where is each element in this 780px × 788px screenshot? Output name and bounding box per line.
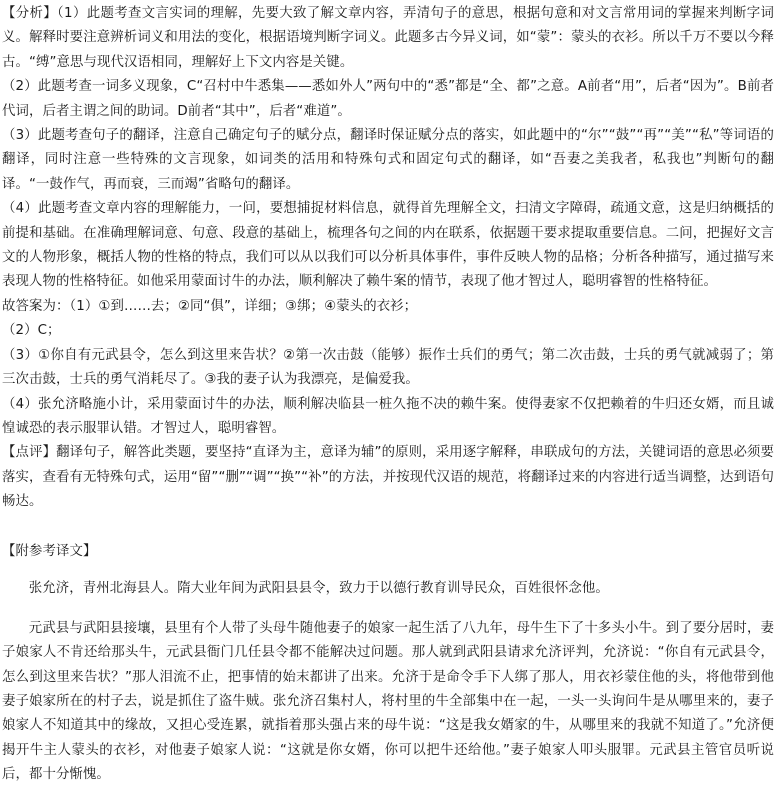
answer-2: （2）C；: [2, 323, 61, 339]
translation-section: [0, 540, 780, 788]
answer-intro: 故答案为：（1）①到……去；②同“俱”，详细；③绑；④蒙头的衣衫；: [2, 298, 418, 314]
analysis-section: [0, 2, 780, 515]
answer-3: （3）①你自有元武县令，怎么到这里来告状？②第一次击鼓（能够）振作士兵们的勇气；第二次击鼓，士兵的勇气就减弱了；第三次击鼓，士兵的勇气消耗尽了。③我的妻子认为我漂亮，是偏爱我。: [2, 347, 774, 388]
translation-paragraph-2: 元武县与武阳县接壤，县里有个人带了头母牛随他妻子的娘家一起生活了八九年，母牛生下了十多头小牛。到了要分居时，妻子娘家人不肯还给那头牛，元武县衙门几任县令都不能解决过问题。那人就到武阳县请求允济评判，允济说：“你自有元武县令，怎么到这里来告状？”那人泪流不止，把事情的始末都讲了出来。允济于是命令手下人绑了那人，用衣衫蒙住他的头，将他带到他妻子娘家所在的村子去，说是抓住了盗牛贼。张允济召集村人，将村里的牛全部集中在一起，一头一头询问牛是从哪里来的，妻子娘家人不知道其中的缘故，又担心受连累，就指着那头强占来的母牛说：“这是我女婿家的牛，从哪里来的我就不知道了。”允济便揭开牛主人蒙头的衣衫，对他妻子娘家人说：“这就是你女婿，你可以把牛还给他。”妻子娘家人叩头服罪。元武县主管官员听说后，都十分惭愧。: [2, 620, 774, 783]
analysis-part-1: 【分析】（1）此题考查文言实词的理解，先要大致了解文章内容，弄清句子的意思，根据句意和对文言常用词的掌握来判断字词义。解释时要注意辨析词义和用法的变化，根据语境判断字词义。此题多古今异义词，如“蒙”：蒙头的衣衫。所以千万不要以今释古。“缚”意思与现代汉语相同，理解好上下文内容是关键。: [2, 6, 774, 70]
translation-paragraph-1: 张允济，青州北海县人。隋大业年间为武阳县县令，致力于以德行教育训导民众，百姓很怀念他。: [28, 581, 609, 597]
comment-paragraph: 【点评】翻译句子，解答此类题，要坚持“直译为主，意译为辅”的原则，采用逐字解释，串联成句的方法，关键词语的意思必须要落实，查看有无特殊句式，运用“留”“删”“调”“换”“补”的方法，并按现代汉语的规范，将翻译过来的内容进行适当调整，达到语句畅达。: [2, 445, 774, 510]
translation-heading: 【附参考译文】: [2, 544, 97, 559]
analysis-part-3: （3）此题考查句子的翻译，注意自己确定句子的赋分点，翻译时保证赋分点的落实，如此题中的“尔”“鼓”“再”“美”“私”等词语的翻译，同时注意一些特殊的文言现象，如词类的活用和特殊句式和固定句式的翻译，如“吾妻之美我者，私我也”判断句的翻译。“一鼓作气，再而衰，三而竭”省略句的翻译。: [2, 128, 774, 192]
answer-4: （4）张允济略施小计，采用蒙面讨牛的办法，顺利解决临县一桩久拖不决的赖牛案。使得妻家不仅把赖着的牛归还女婿，而且诚惶诚恐的表示服罪认错。才智过人，聪明睿智。: [2, 396, 774, 436]
analysis-part-4: （4）此题考查文章内容的理解能力，一问，要想捕捉材料信息，就得首先理解全文，扫清文字障碍，疏通文意，这是归纳概括的前提和基础。在准确理解词意、句意、段意的基础上，梳理各句之间的内在联系，依据题干要求提取重要信息。二问，把握好文言文的人物形象，概括人物的性格的特点，我们可以从以我们可以分析具体事件，事件反映人物的品格；分析各种描写，通过描写来表现人物的性格特征。如他采用蒙面讨牛的办法，顺利解决了赖牛案的情节，表现了他才智过人，聪明睿智的性格特征。: [2, 201, 774, 290]
analysis-part-2: （2）此题考查一词多义现象，C“召村中牛悉集——悉如外人”两句中的“悉”都是“全、都”之意。A前者“用”，后者“因为”。B前者代词，后者主谓之间的助词。D前者“其中”，后者“难道”。: [2, 79, 774, 119]
